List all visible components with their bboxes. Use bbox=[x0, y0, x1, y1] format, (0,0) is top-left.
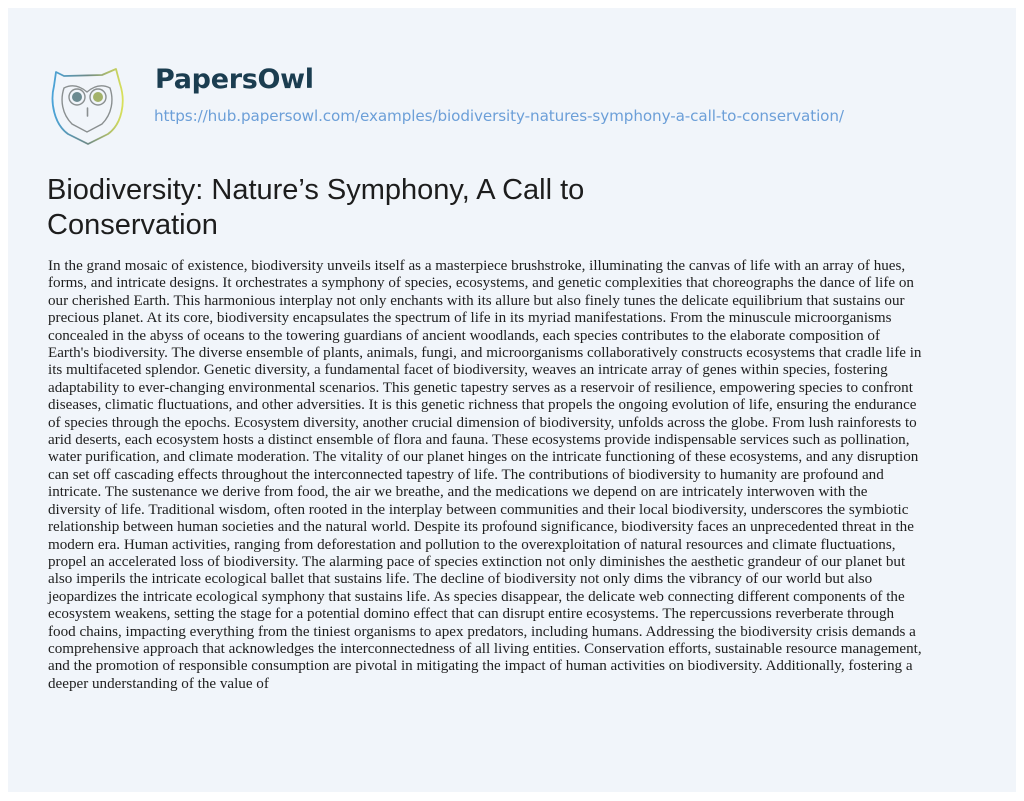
body-line: and the promotion of responsible consumption are pivotal in mitigating the impact of human activities on biodiversity. Additionally, fostering a bbox=[48, 658, 913, 675]
body-line: adaptability to ever-changing environmental scenarios. This genetic tapestry serves as a reservoir of resilience, empowering species to confront bbox=[48, 379, 913, 396]
page-title bbox=[47, 173, 667, 243]
body-line: intricate. The sustenance we derive from food, the air we breathe, and the medications we depend on are intricately interwoven with the bbox=[48, 484, 868, 501]
body-line: propel an accelerated loss of biodiversity. The alarming pace of species extinction not only diminishes the aesthetic grandeur of our planet but bbox=[48, 553, 906, 570]
body-line: precious planet. At its core, biodiversity encapsulates the spectrum of life in its myriad manifestations. From the minuscule microorganisms bbox=[48, 310, 892, 327]
title-line: Biodiversity: Nature’s Symphony, A Call to bbox=[47, 174, 585, 206]
body-line: water purification, and climate moderation. The vitality of our planet hinges on the intricate functioning of these ecosystems, and any disruption bbox=[48, 449, 919, 466]
body-line: its multifaceted splendor. Genetic diversity, a fundamental facet of biodiversity, weaves an intricate array of genes within species, fostering bbox=[48, 362, 888, 379]
body-line: food chains, impacting everything from the tiniest organisms to apex predators, including humans. Addressing the biodiversity crisis demands a bbox=[48, 623, 916, 640]
body-line: of species through the epochs. Ecosystem diversity, another crucial dimension of biodiversity, unfolds across the globe. From lush rainforests to bbox=[48, 414, 917, 431]
body-line: arid deserts, each ecosystem hosts a distinct ensemble of flora and fauna. These ecosystems provide indispensable services such as pollination, bbox=[48, 432, 910, 449]
body-line: relationship between human societies and the natural world. Despite its profound significance, biodiversity faces an unprecedented threat in the bbox=[48, 519, 914, 536]
title-line: Conservation bbox=[47, 209, 218, 241]
body-line: forms, and intricate designs. It orchestrates a symphony of species, ecosystems, and genetic complexities that choreographs the dance of life on bbox=[48, 275, 914, 292]
body-line: concealed in the abyss of oceans to the towering guardians of ancient woodlands, each species contributes to the elaborate composition of bbox=[48, 327, 880, 344]
body-line: can set off cascading effects throughout the interconnected tapestry of life. The contributions of biodiversity to humanity are profound and bbox=[48, 466, 884, 483]
body-line: comprehensive approach that acknowledges the interconnectedness of all living entities. Conservation efforts, sustainable resource management, bbox=[48, 640, 922, 657]
body-line: In the grand mosaic of existence, biodiversity unveils itself as a masterpiece brushstroke, illuminating the canvas of life with an array of hues, bbox=[48, 258, 906, 274]
body-line: diversity of life. Traditional wisdom, often rooted in the interplay between communities and their local biodiversity, underscores the symbiotic bbox=[48, 501, 909, 518]
source-url-link[interactable]: https://hub.papersowl.com/examples/biodiversity-natures-symphony-a-call-to-conservation/ bbox=[154, 107, 844, 125]
body-line: modern era. Human activities, ranging from deforestation and pollution to the overexploitation of natural resources and climate fluctuations, bbox=[48, 536, 896, 553]
article-body bbox=[48, 258, 1018, 693]
body-line: diseases, climatic fluctuations, and other adversities. It is this genetic richness that propels the ongoing evolution of life, ensuring the endurance bbox=[48, 397, 917, 414]
body-line: our cherished Earth. This harmonious interplay not only enchants with its allure but also finely tunes the delicate equilibrium that sustains our bbox=[48, 292, 905, 309]
body-line: also imperils the intricate ecological ballet that sustains life. The decline of biodiversity not only dims the vibrancy of our world but also bbox=[48, 571, 873, 588]
owl-logo-icon[interactable] bbox=[50, 66, 126, 146]
body-line: ecosystem weakens, setting the stage for a potential domino effect that can disrupt entire ecosystems. The repercussions reverberate through bbox=[48, 606, 895, 623]
body-line: deeper understanding of the value of bbox=[48, 675, 269, 692]
body-line: Earth's biodiversity. The diverse ensemble of plants, animals, fungi, and microorganisms collaboratively constructs ecosystems that cradle life in bbox=[48, 345, 922, 362]
brand-name[interactable]: PapersOwl bbox=[155, 64, 314, 95]
body-line: jeopardizes the intricate ecological symphony that sustains life. As species disappear, the delicate web connecting different components of the bbox=[48, 588, 905, 605]
